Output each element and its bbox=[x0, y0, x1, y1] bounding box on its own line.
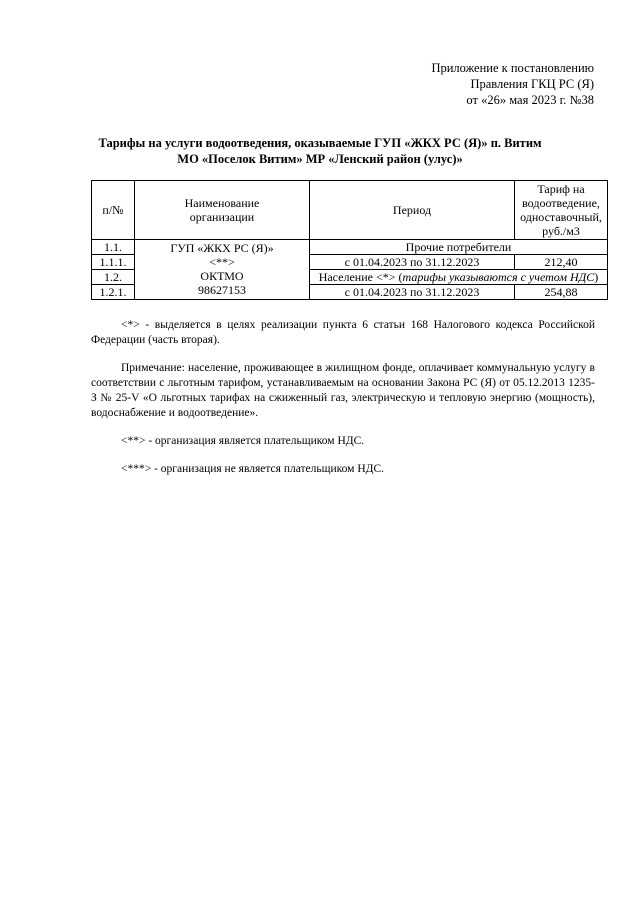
organization-cell bbox=[135, 240, 310, 300]
organization-name: ГУП «ЖКХ РС (Я)» bbox=[170, 241, 274, 255]
consumer-group: Прочие потребители bbox=[310, 240, 608, 255]
header-line-2: Правления ГКЦ РС (Я) bbox=[470, 77, 594, 91]
tariffs-table bbox=[91, 180, 608, 300]
row-num: 1.2.1. bbox=[92, 285, 135, 300]
notes-section bbox=[91, 318, 595, 490]
header-num: п/№ bbox=[92, 181, 135, 240]
oktmo-label: ОКТМО bbox=[200, 269, 244, 283]
document-header bbox=[431, 60, 594, 108]
oktmo-code: 98627153 bbox=[198, 283, 246, 297]
row-num: 1.1. bbox=[92, 240, 135, 255]
organization-mark: <**> bbox=[209, 255, 235, 269]
footnote-vat-payer: <**> - организация является плательщиком НДС. bbox=[121, 435, 365, 447]
footnote-not-vat-payer: <***> - организация не является плательщиком НДС. bbox=[121, 463, 385, 475]
table-header-row bbox=[92, 181, 608, 240]
row-period: с 01.04.2023 по 31.12.2023 bbox=[310, 285, 515, 300]
table-row bbox=[92, 240, 608, 255]
document-title bbox=[0, 135, 640, 167]
consumer-group: Население <*> (тарифы указываются с учетом НДС) bbox=[310, 270, 608, 285]
note-population: Примечание: население, проживающее в жилищном фонде, оплачивает коммунальную услугу в соответствии с льготным тарифом, устанавливаемым на основании Закона РС (Я) от 05.12.2013 1235-З № 25-V «О льготных тарифах на сжиженный газ, электрическую и тепловую энергию (мощность), водоснабжение и водоотведение». bbox=[91, 362, 595, 419]
header-line-1: Приложение к постановлению bbox=[431, 61, 594, 75]
header-tariff: Тариф на водоотведение, одноставочный, руб./м3 bbox=[515, 181, 608, 240]
title-line-2: МО «Поселок Витим» МР «Ленский район (улус)» bbox=[177, 152, 463, 166]
row-num: 1.1.1. bbox=[92, 255, 135, 270]
footnote-vat-allocation: <*> - выделяется в целях реализации пункта 6 статьи 168 Налогового кодекса Российской Федерации (часть вторая). bbox=[91, 319, 595, 346]
row-tariff-value: 212,40 bbox=[515, 255, 608, 270]
title-line-1: Тарифы на услуги водоотведения, оказываемые ГУП «ЖКХ РС (Я)» п. Витим bbox=[98, 136, 542, 150]
header-organization: Наименование организации bbox=[135, 181, 310, 240]
header-line-3: от «26» мая 2023 г. №38 bbox=[466, 93, 594, 107]
row-period: с 01.04.2023 по 31.12.2023 bbox=[310, 255, 515, 270]
header-period: Период bbox=[310, 181, 515, 240]
row-tariff-value: 254,88 bbox=[515, 285, 608, 300]
row-num: 1.2. bbox=[92, 270, 135, 285]
